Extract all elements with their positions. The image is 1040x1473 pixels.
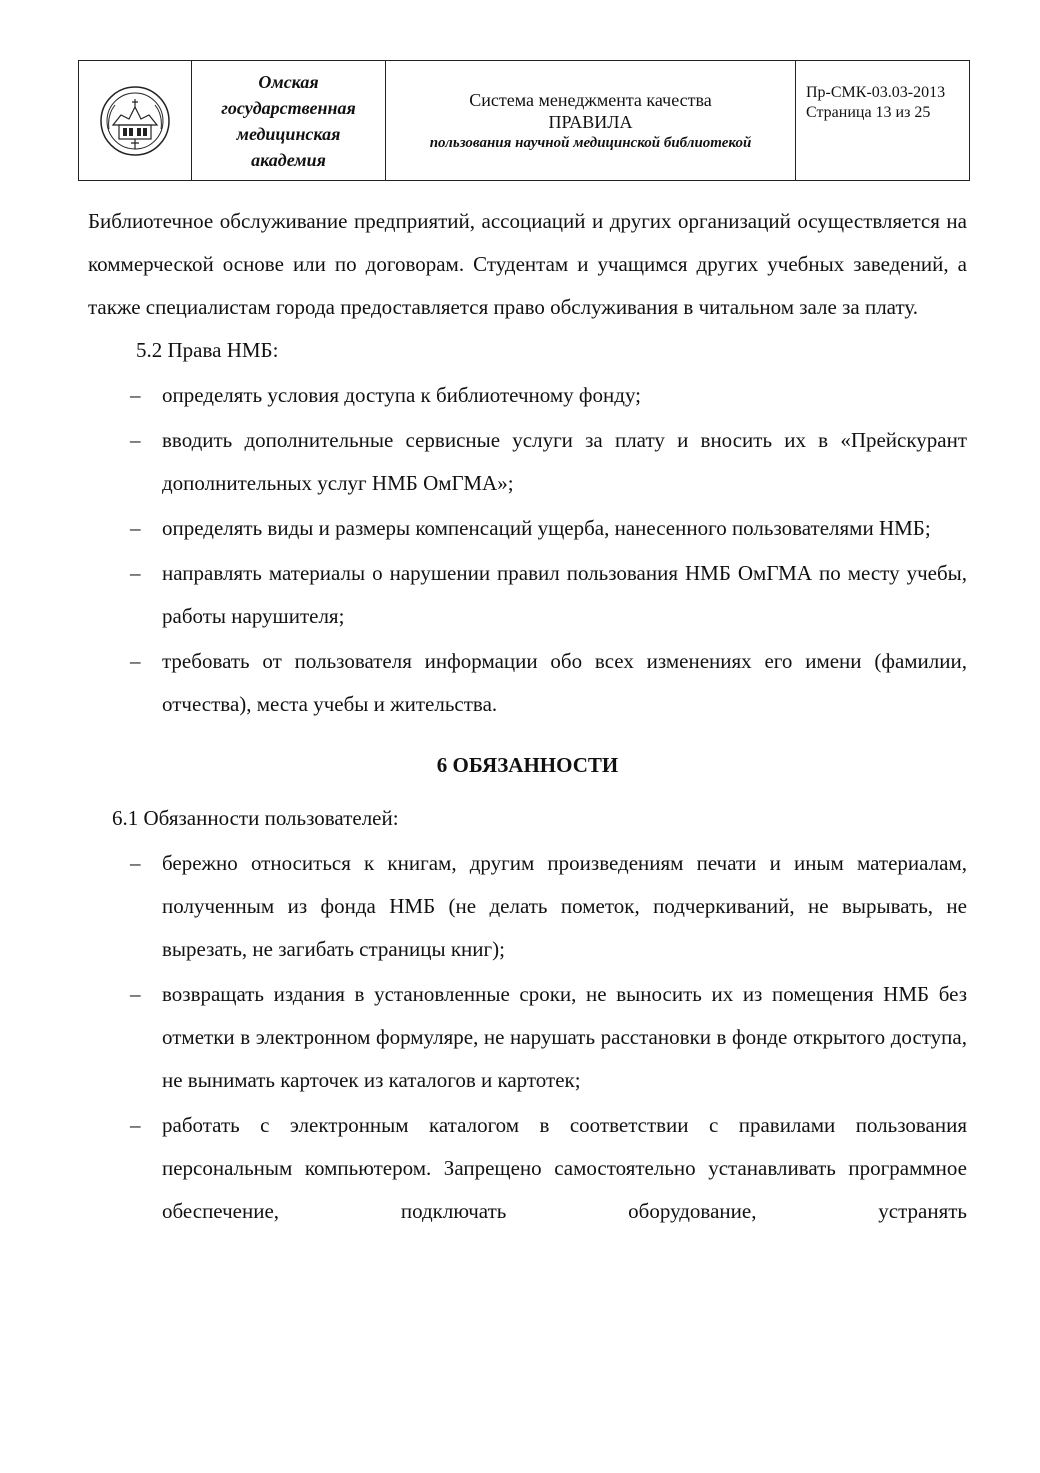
list-item: – определять виды и размеры компенсаций ущерба, нанесенного пользователями НМБ;	[88, 507, 967, 550]
dash-bullet: –	[130, 383, 141, 407]
organization-line: медицинская	[236, 123, 341, 144]
rules-title: ПРАВИЛА	[548, 111, 633, 132]
list-item: – определять условия доступа к библиотечному фонду;	[88, 374, 967, 417]
document-code: Пр-СМК-03.03-2013	[806, 84, 946, 101]
dash-bullet: –	[130, 561, 141, 585]
document-title-cell	[386, 61, 796, 181]
list-item: – работать с электронным каталогом в соответствии с правилами пользования персональным компьютером. Запрещено самостоятельно устанавливать программное обеспечение, подключать оборудование, устранять	[88, 1104, 967, 1233]
intro-paragraph: Библиотечное обслуживание предприятий, ассоциаций и других организаций осуществляется на коммерческой основе или по договорам. Студентам и учащимся других учебных заведений, а также специалистам города предоставляется право обслуживания в читальном зале за плату.	[88, 209, 967, 319]
dash-bullet: –	[130, 1113, 141, 1137]
page-number: Страница 13 из 25	[806, 104, 931, 121]
list-item: – направлять материалы о нарушении правил пользования НМБ ОмГМА по месту учебы, работы нарушителя;	[88, 552, 967, 638]
dash-bullet: –	[130, 851, 141, 875]
organization-line: государственная	[221, 97, 356, 118]
organization-line: академия	[251, 149, 326, 170]
rules-subtitle: пользования научной медицинской библиотекой	[429, 134, 752, 151]
reference-cell	[796, 61, 970, 181]
duties-heading: 6.1 Обязанности пользователей:	[112, 806, 399, 830]
document-body	[88, 200, 967, 1233]
list-item: – требовать от пользователя информации обо всех изменениях его имени (фамилии, отчества), места учебы и жительства.	[88, 640, 967, 726]
dash-bullet: –	[130, 982, 141, 1006]
organization-cell	[192, 61, 386, 181]
list-item: – вводить дополнительные сервисные услуги за плату и вносить их в «Прейскурант дополнительных услуг НМБ ОмГМА»;	[88, 419, 967, 505]
dash-bullet: –	[130, 516, 141, 540]
rights-list	[88, 374, 967, 726]
duties-list	[88, 842, 967, 1233]
list-item: – возвращать издания в установленные сроки, не выносить их из помещения НМБ без отметки в электронном формуляре, не нарушать расстановки в фонде открытого доступа, не вынимать карточек из каталогов и картотек;	[88, 973, 967, 1102]
list-item: – бережно относиться к книгам, другим произведениям печати и иным материалам, полученным из фонда НМБ (не делать пометок, подчеркиваний, не вырывать, не вырезать, не загибать страницы книг);	[88, 842, 967, 971]
dash-bullet: –	[130, 428, 141, 452]
section-heading: 6 ОБЯЗАННОСТИ	[436, 753, 619, 777]
rights-heading: 5.2 Права НМБ:	[136, 338, 279, 362]
academy-seal-icon	[99, 85, 171, 157]
logo-cell	[79, 61, 192, 181]
organization-line: Омская	[258, 71, 319, 92]
qms-title: Система менеджмента качества	[469, 89, 712, 110]
dash-bullet: –	[130, 649, 141, 673]
document-header-table	[78, 60, 970, 181]
